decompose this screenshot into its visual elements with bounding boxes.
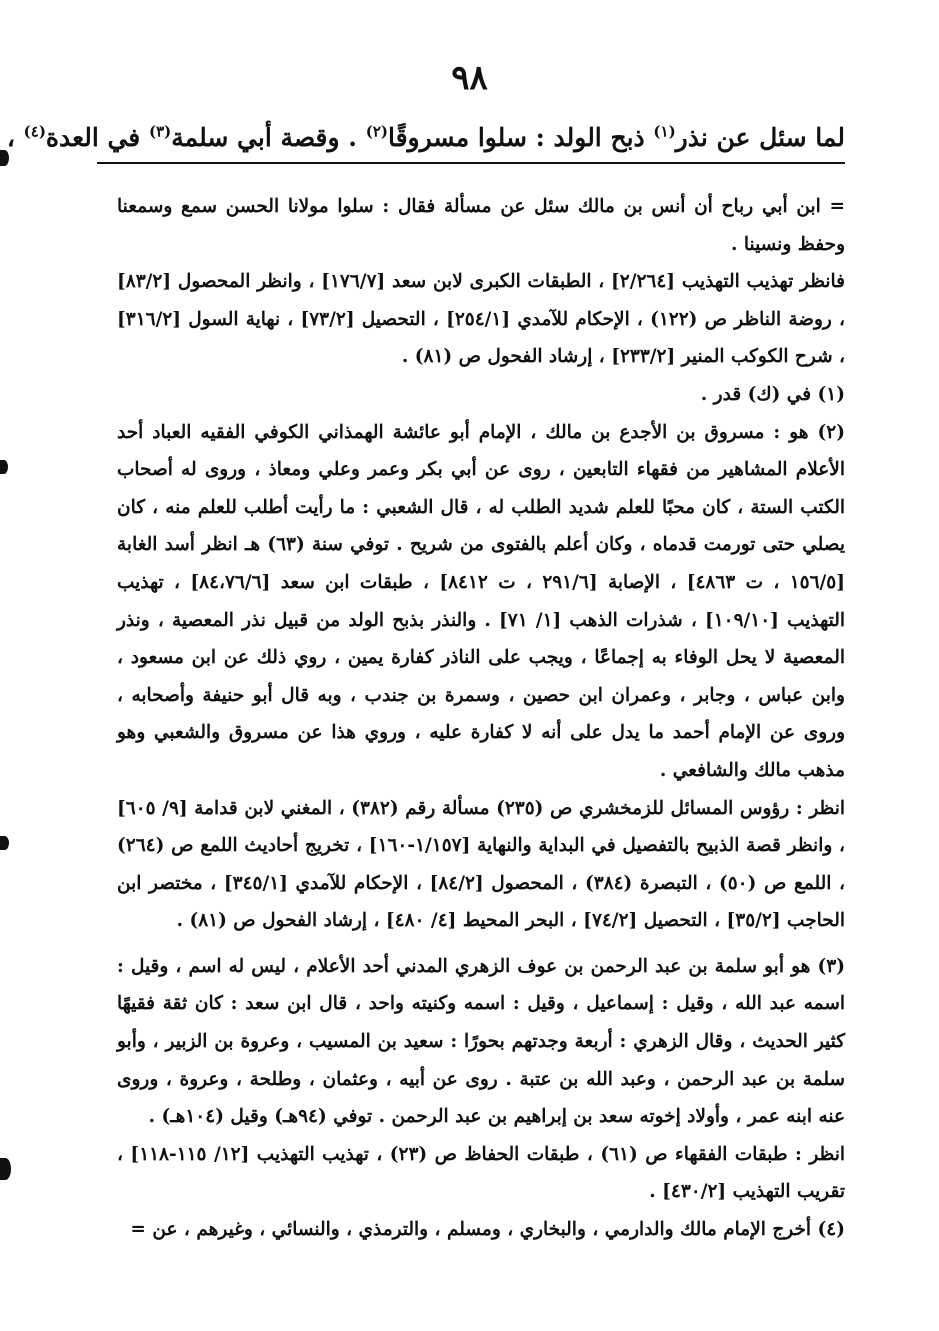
footnote-3-references: انظر : طبقات الفقهاء ص (٦١) ، طبقات الحفاظ ص (٢٣) ، تهذيب التهذيب [١٢/ ١١٥-١١٨] ، تقريب التهذيب [٤٣٠/٢] . [117, 1143, 845, 1203]
footnote-ref-3[interactable]: (٣) [148, 122, 172, 141]
heading-text-5: ، [6, 123, 24, 152]
heading-text-1: لما سئل عن نذر [675, 123, 845, 152]
heading-text-2: ذبح الولد : سلوا مسروقًا [387, 123, 654, 152]
footnote-3-text: هو أبو سلمة بن عبد الرحمن بن عوف الزهري المدني أحد الأعلام ، ليس له اسم ، وقيل : اسمه عبد الله ، وقيل : إسماعيل ، وقيل : اسمه وكنيته واحد ، قال ابن سعد : كان ثقة فقيهًا كثير الحديث ، وقال الزهري : أربعة وجدتهم بحورًا : سعيد بن المسيب ، وعروة بن الزبير ، وأبو سلمة بن عبد الرحمن ، وعبد الله بن عتبة . روى عن أبيه ، وعثمان ، وطلحة ، وعروة ، وروى عنه ابنه عمر ، وأولاد إخوته سعد بن إبراهيم بن عبد الرحمن . توفي (٩٤هـ) وقيل (١٠٤هـ) . [117, 955, 845, 1128]
heading-rule [97, 162, 845, 164]
footnote-1 [117, 376, 845, 414]
heading-text-4: في العدة [45, 123, 149, 152]
footnote-ref-4[interactable]: (٤) [23, 122, 46, 141]
scan-ink-mark [0, 150, 9, 166]
chapter-heading [6, 118, 845, 158]
continuation-references: فانظر تهذيب التهذيب [٢/٢٦٤] ، الطبقات الكبرى لابن سعد [١٧٦/٧] ، وانظر المحصول [٨٣/٢] ، روضة الناظر ص (١٢٢) ، الإحكام للآمدي [٢٥٤/١] ، التحصيل [٧٣/٢] ، نهاية السول [٣١٦/٢] ، شرح الكوكب المنير [٢٣٣/٢] ، إرشاد الفحول ص (٨١) . [117, 271, 846, 368]
footnote-2 [117, 414, 845, 790]
scan-ink-mark [0, 460, 8, 474]
footnote-2-references: انظر : رؤوس المسائل للزمخشري ص (٢٣٥) مسألة رقم (٣٨٢) ، المغني لابن قدامة [٩/ ٦٠٥] ، وانظر قصة الذبيح بالتفصيل في البداية والنهاية [١/١٥٧-١٦٠] ، تخريج أحاديث اللمع ص (٢٦٤) ، اللمع ص (٥٠) ، التبصرة (٣٨٤) ، المحصول [٨٤/٢] ، الإحكام للآمدي [٣٤٥/١] ، مختصر ابن الحاجب [٣٥/٢] ، التحصيل [٧٤/٢] ، البحر المحيط [٤/ ٤٨٠] ، إرشاد الفحول ص (٨١) . [117, 797, 845, 932]
footnote-4-text: أخرج الإمام مالك والدارمي ، والبخاري ، ومسلم ، والترمذي ، والنسائي ، وغيرهم ، عن = [130, 1219, 812, 1241]
footnote-1-label: (١) [817, 383, 845, 405]
footnote-4-label: (٤) [817, 1219, 845, 1241]
footnote-2-text: هو : مسروق بن الأجدع بن مالك ، الإمام أبو عائشة الهمذاني الكوفي الفقيه العباد أحد الأعلام المشاهير من فقهاء التابعين ، روى عن أبي بكر وعمر وعلي ومعاذ ، وروى له أصحاب الكتب الستة ، كان محبًا للعلم شديد الطلب له ، قال الشعبي : ما رأيت أطلب للعلم منه ، كان يصلي حتى تورمت قدماه ، وكان أعلم بالفتوى من شريح . توفي سنة (٦٣) هـ انظر أسد الغابة [١٥٦/٥ ، ت ٤٨٦٣] ، الإصابة [٢٩١/٦ ، ت ٨٤١٢] ، طبقات ابن سعد [٨٤،٧٦/٦] ، تهذيب التهذيب [١٠٩/١٠] ، شذرات الذهب [١/ ٧١] . والنذر بذبح الولد من قبيل نذر المعصية ، ونذر المعصية لا يحل الوفاء به إجماعًا ، ويجب على الناذر كفارة يمين ، روي ذلك عن ابن مسعود ، وابن عباس ، وجابر ، وعمران ابن حصين ، وسمرة بن جندب ، وبه قال أبو حنيفة وأصحابه ، وروى عن الإمام أحمد ما يدل على أنه لا كفارة عليه ، وروي هذا عن مسروق والشعبي وهو مذهب مالك والشافعي . [117, 421, 845, 781]
page-number: ٩٨ [451, 58, 488, 98]
footnote-4 [117, 1211, 845, 1249]
footnote-1-text: في (ك) قدر . [700, 383, 812, 405]
continuation-paragraph: = ابن أبي رباح أن أنس بن مالك سئل عن مسألة فقال : سلوا مولانا الحسن سمع وسمعنا وحفظ ونسينا . [117, 196, 845, 255]
scan-ink-mark [0, 836, 9, 850]
footnote-ref-1[interactable]: (١) [653, 122, 676, 141]
footnote-ref-2[interactable]: (٢) [365, 122, 388, 141]
scan-ink-mark [0, 1158, 11, 1180]
footnote-3-label: (٣) [817, 955, 845, 977]
footnote-3 [117, 948, 845, 1136]
footnote-2-label: (٢) [817, 421, 845, 443]
heading-text-3: . وقصة أبي سلمة [171, 123, 366, 152]
footnotes-section [117, 188, 845, 1249]
